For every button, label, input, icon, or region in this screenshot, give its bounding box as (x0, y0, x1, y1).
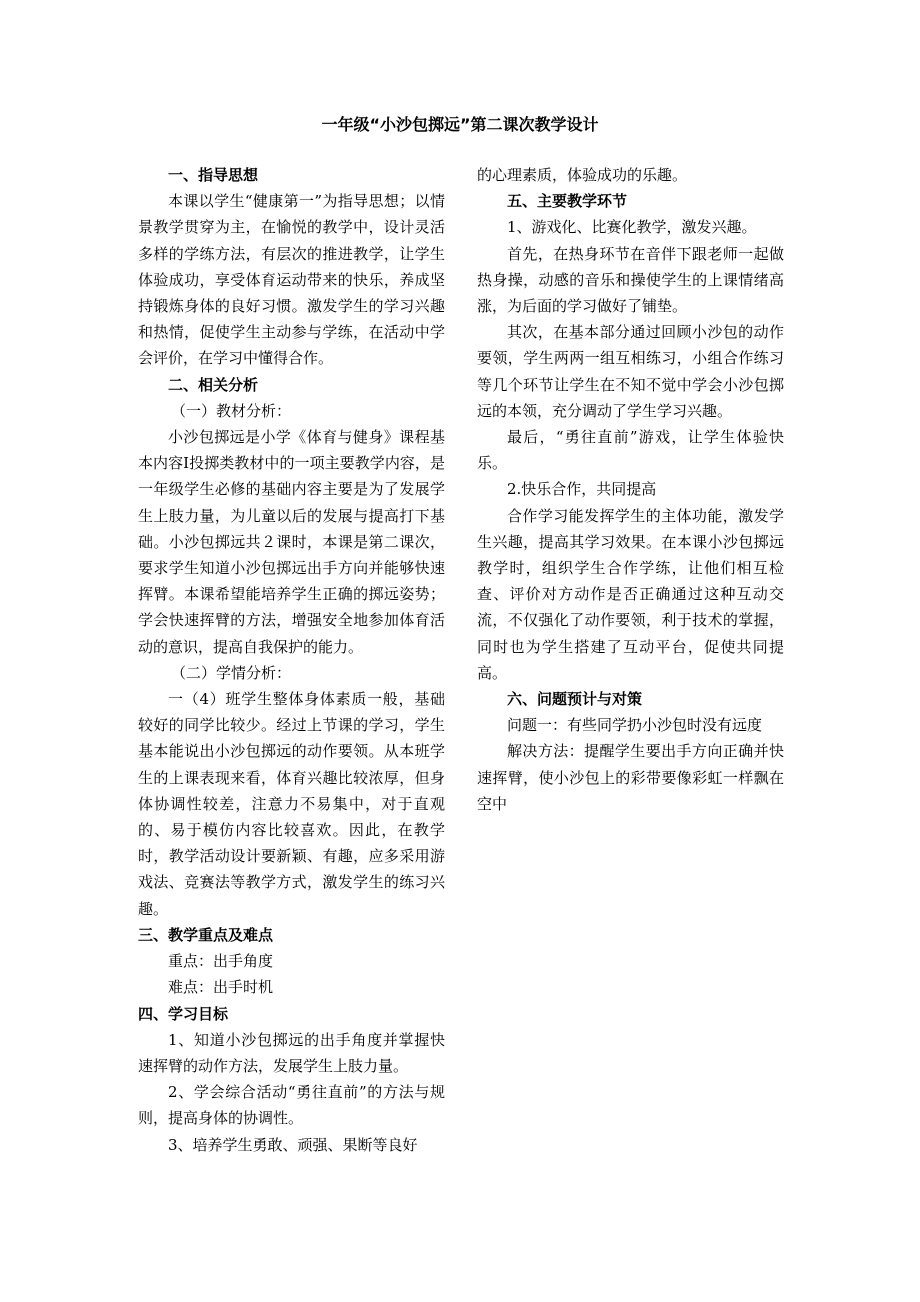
section-4-goal-2: 2、学会综合活动“勇往直前”的方法与规则，提高身体的协调性。 (138, 1083, 445, 1128)
section-3-heading: 三、教学重点及难点 (138, 925, 274, 944)
section-1-heading: 一、指导思想 (168, 166, 259, 184)
section-1-body: 本课以学生“健康第一”为指导思想；以情景教学贯穿为主，在愉悦的教学中，设计灵活多样的学练方法，有层次的推进教学，让学生体验成功，享受体育运动带来的快乐，养成坚持锻炼身体的良好习惯。激发学生的学习兴趣和热情，促使学生主动参与学练，在活动中学会评价，在学习中懂得合作。 (138, 192, 445, 368)
section-2-subheading-material: （一）教材分析： (171, 401, 292, 420)
section-2-heading: 二、相关分析 (168, 375, 259, 394)
section-4-goal-1: 1、知道小沙包掷远的出手角度并掌握快速挥臂的动作方法，发展学生上肢力量。 (138, 1030, 445, 1075)
section-5-paragraph-first: 首先，在热身环节在音伴下跟老师一起做热身操，动感的音乐和操使学生的上课情绪高涨，为后面的学习做好了铺垫。 (477, 244, 784, 316)
right-column (477, 162, 784, 817)
section-5-heading: 五、主要教学环节 (507, 192, 628, 211)
section-4-goal-3: 3、培养学生勇敢、顽强、果断等良好 (168, 1135, 418, 1154)
section-6-heading: 六、问题预计与对策 (507, 690, 643, 709)
section-2-material-paragraph: 小沙包掷远是小学《体育与健身》课程基本内容Ⅰ投掷类教材中的一项主要教学内容，是一年级学生必修的基础内容主要是为了发展学生上肢力量，为儿童以后的发展与提高打下基础。小沙包掷远共２课时，本课是第二课次，要求学生知道小沙包掷远出手方向并能够快速挥臂。本课希望能培养学生正确的掷远姿势；学会快速挥臂的方法，增强安全地参加体育活动的意识，提高自我保护的能力。 (138, 428, 445, 656)
section-5-subheading-2: 2.快乐合作，共同提高 (507, 480, 657, 499)
section-5-subheading-1: 1、游戏化、比赛化教学，激发兴趣。 (507, 218, 757, 237)
section-6-solution-1: 解决方法：提醒学生要出手方向正确并快速挥臂，使小沙包上的彩带要像彩虹一样飘在空中 (477, 742, 784, 813)
section-5-paragraph-second: 其次，在基本部分通过回顾小沙包的动作要领，学生两两一组互相练习，小组合作练习等几个环节让学生在不知不觉中学会小沙包掷远的本领，充分调动了学生学习兴趣。 (477, 323, 784, 420)
document-title: 一年级“小沙包掷远”第二课次教学设计 (321, 115, 599, 134)
section-2-subheading-students: （二）学情分析： (171, 663, 292, 682)
section-4-goal-3-continued: 的心理素质，体验成功的乐趣。 (477, 166, 688, 184)
section-3-key-point: 重点：出手角度 (168, 952, 274, 971)
section-5-paragraph-cooperation: 合作学习能发挥学生的主体功能，激发学生兴趣，提高其学习效果。在本课小沙包掷远教学时，组织学生合作学练，让他们相互检查、评价对方动作是否正确通过这种互动交流，不仅强化了动作要领，利于技术的掌握，同时也为学生搭建了互动平台，促使共同提高。 (477, 506, 784, 682)
left-column (138, 162, 445, 1158)
section-2-students-paragraph: 一（4）班学生整体身体素质一般，基础较好的同学比较少。经过上节课的学习，学生基本能说出小沙包掷远的动作要领。从本班学生的上课表现来看，体育兴趣比较浓厚，但身体协调性较差，注意力不易集中，对于直观的、易于模仿内容比较喜欢。因此，在教学时，教学活动设计要新颖、有趣，应多采用游戏法、竞赛法等教学方式，激发学生的练习兴趣。 (138, 690, 445, 918)
section-5-paragraph-last: 最后，“勇往直前”游戏，让学生体验快乐。 (477, 428, 784, 473)
section-3-difficult-point: 难点：出手时机 (168, 978, 274, 997)
section-4-heading: 四、学习目标 (138, 1004, 229, 1023)
section-6-problem-1: 问题一：有些同学扔小沙包时没有远度 (507, 716, 763, 735)
